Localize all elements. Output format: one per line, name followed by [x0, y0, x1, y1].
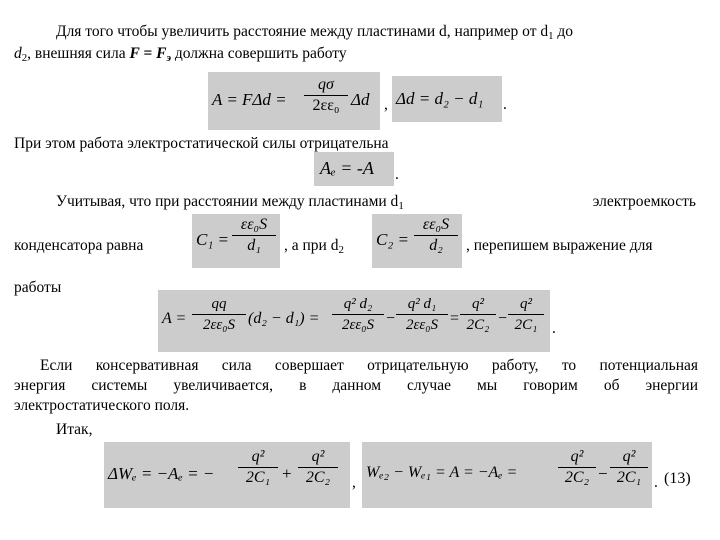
delta-d: Δd = d₂ − d₁: [396, 89, 484, 108]
fraction-bar: [396, 314, 448, 315]
w-f2: [610, 448, 648, 487]
fraction-bar: [304, 95, 348, 96]
w-f1-den: 2C₂: [564, 469, 590, 486]
p1-line1-text: Для того чтобы увеличить расстояние между пластинами d, например от d: [56, 23, 549, 40]
work-comma: ,: [384, 96, 388, 113]
p1-line1-sub: 1: [548, 30, 554, 42]
fraction-bar: [460, 314, 496, 315]
paragraph-3-line-3: работы: [14, 279, 62, 296]
big-f3-den: 2εε₀S: [405, 317, 439, 333]
formula-c2: [372, 214, 462, 268]
c1-den: d₁: [247, 237, 261, 254]
work-lhs: A = FΔd =: [212, 90, 287, 109]
work-el-period: .: [395, 166, 399, 183]
dw-f1: [238, 448, 278, 487]
w-f2-num: q²: [622, 448, 636, 465]
fraction-bar: [508, 314, 544, 315]
fraction-bar: [332, 314, 384, 315]
w-f2-den: 2C₁: [616, 469, 642, 486]
big-f5-den: 2C₁: [514, 317, 538, 333]
p1-line2-sub: 2: [21, 52, 28, 64]
c1-num: εε₀S: [240, 216, 268, 233]
formula-c1: [192, 214, 280, 268]
c2-lhs: C₂ =: [376, 230, 409, 249]
formula-electrostatic-work: [314, 152, 394, 186]
p3-line2-b: , а при d: [284, 237, 339, 254]
big-equals: =: [450, 310, 460, 327]
big-a: A =: [162, 310, 187, 327]
dw-f1-den: 2C₁: [245, 469, 271, 486]
formula-energy-difference: [362, 442, 652, 508]
fraction-bar: [238, 467, 278, 468]
big-period: .: [552, 320, 556, 337]
paragraph-1-line-1: [56, 22, 573, 46]
p3-line1-end: электроемкость: [592, 193, 696, 210]
p3-line1-text: Учитывая, что при расстоянии между пластинами d: [56, 193, 399, 210]
equation-number: (13): [664, 470, 691, 487]
fraction-bar: [558, 467, 596, 468]
big-f4: [460, 295, 496, 334]
big-f2: [332, 295, 384, 334]
dw-f2-den: 2C₂: [305, 469, 331, 486]
paragraph-4-line-3: электростатического поля.: [14, 397, 190, 414]
work-tail: Δd: [351, 90, 370, 109]
big-f4-num: q²: [472, 296, 484, 312]
fraction-bar: [414, 235, 458, 236]
big-f1-num: qq: [211, 296, 227, 312]
work-el: Aₑ = -A: [320, 158, 374, 178]
big-minus-2: −: [498, 310, 508, 327]
p1-line2-end: должна совершить работу: [170, 45, 347, 62]
dw-f1-num: q²: [251, 448, 265, 465]
c1-fraction: [232, 216, 276, 255]
p3-line1-words: [56, 192, 404, 216]
p1-force: F = F: [129, 45, 167, 62]
formula-delta-d: [392, 76, 502, 122]
big-f3-num: q² d₁: [407, 296, 437, 312]
work-num: qσ: [318, 76, 334, 93]
w-minus: −: [598, 464, 608, 483]
big-f3: [396, 295, 448, 334]
p3-line2-b-sub: 2: [338, 244, 344, 256]
w-f1: [558, 448, 596, 487]
paragraph-3-line-2c: , перепишем выражение для: [466, 237, 653, 254]
big-minus-1: −: [386, 310, 396, 327]
fraction-bar: [610, 467, 648, 468]
work-den: 2εε₀: [312, 97, 340, 114]
big-f1: [192, 295, 246, 334]
big-f5-num: q²: [520, 296, 532, 312]
c2-num: εε₀S: [422, 216, 450, 233]
p3-line1-sub: 1: [398, 200, 404, 212]
p1-line2-mid: , внешняя сила: [27, 45, 130, 62]
c2-fraction: [414, 216, 458, 255]
p1-line2-start: d: [14, 45, 22, 62]
work-fraction: [304, 76, 348, 115]
c1-lhs: C₁ =: [196, 230, 229, 249]
fraction-bar: [232, 235, 276, 236]
dw-plus: +: [282, 464, 292, 483]
w-period: .: [654, 474, 658, 491]
paragraph-4-line-2: энергия системы увеличивается, в данном случае мы говорим об энергии: [14, 377, 698, 394]
big-f1-den: 2εε₀S: [202, 317, 236, 333]
paragraph-3-line-1: [56, 192, 696, 216]
w-lhs: Wₑ₂ − Wₑ₁ = A = −Aₑ =: [366, 464, 518, 481]
c2-den: d₂: [429, 237, 443, 254]
formula-external-work: [208, 72, 380, 130]
dw-comma: ,: [352, 474, 356, 491]
paragraph-3-line-2b: [284, 236, 344, 260]
paragraph-4-line-1: Если консервативная сила совершает отрицательную работу, то потенциальная: [40, 357, 698, 374]
p1-line1-end: до: [553, 23, 574, 40]
dw-f2: [298, 448, 338, 487]
big-f2-num: q² d₂: [343, 296, 373, 312]
big-f5: [508, 295, 544, 334]
formula-energy-change: [104, 442, 350, 508]
fraction-bar: [192, 314, 246, 315]
dw-lhs: ΔWₑ = −Aₑ = −: [108, 464, 215, 483]
fraction-bar: [298, 467, 338, 468]
big-f2-den: 2εε₀S: [341, 317, 375, 333]
paragraph-5: Итак,: [56, 421, 93, 438]
dw-f2-num: q²: [311, 448, 325, 465]
paragraph-3-line-2a: конденсатора равна: [14, 237, 144, 254]
p1-force-sub: э: [166, 52, 171, 64]
big-f4-den: 2C₂: [466, 317, 490, 333]
formula-work-expanded: [158, 290, 550, 352]
paragraph-2: При этом работа электростатической силы отрицательна: [14, 135, 389, 152]
big-paren: (d₂ − d₁) =: [248, 310, 320, 327]
delta-period: .: [503, 96, 507, 113]
paragraph-1-line-2: [14, 44, 347, 68]
w-f1-num: q²: [570, 448, 584, 465]
